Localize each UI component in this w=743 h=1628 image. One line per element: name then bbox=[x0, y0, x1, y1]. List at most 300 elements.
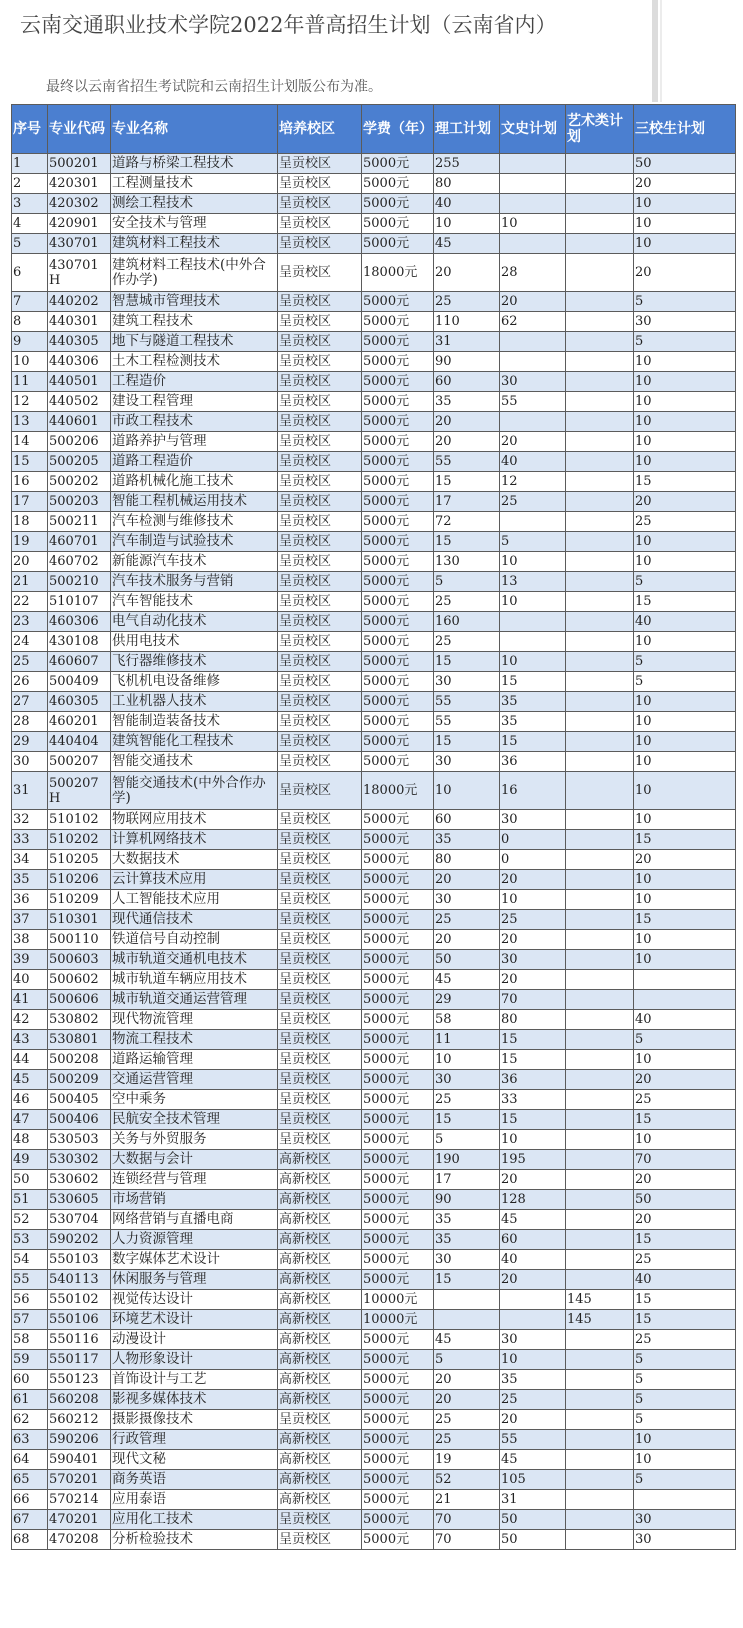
cell-fee: 5000元 bbox=[362, 174, 434, 194]
cell-no: 12 bbox=[12, 392, 48, 412]
cell-science-plan: 25 bbox=[434, 1090, 500, 1110]
cell-no: 44 bbox=[12, 1050, 48, 1070]
cell-three-school-plan: 10 bbox=[634, 452, 736, 472]
cell-science-plan: 35 bbox=[434, 1230, 500, 1250]
cell-name: 铁道信号自动控制 bbox=[111, 930, 278, 950]
table-row bbox=[12, 512, 736, 532]
table-row bbox=[12, 772, 736, 810]
cell-art-plan bbox=[566, 672, 634, 692]
cell-name: 关务与外贸服务 bbox=[111, 1130, 278, 1150]
cell-code: 500110 bbox=[48, 930, 111, 950]
cell-three-school-plan bbox=[634, 1490, 736, 1510]
cell-name: 应用化工技术 bbox=[111, 1510, 278, 1530]
cell-science-plan: 29 bbox=[434, 990, 500, 1010]
cell-name: 道路养护与管理 bbox=[111, 432, 278, 452]
cell-campus: 呈贡校区 bbox=[278, 512, 362, 532]
cell-art-plan bbox=[566, 1250, 634, 1270]
cell-no: 1 bbox=[12, 154, 48, 174]
cell-art-plan bbox=[566, 292, 634, 312]
cell-campus: 高新校区 bbox=[278, 1450, 362, 1470]
cell-science-plan: 80 bbox=[434, 174, 500, 194]
table-row bbox=[12, 194, 736, 214]
cell-art-plan bbox=[566, 890, 634, 910]
cell-arts-plan: 50 bbox=[500, 1530, 566, 1550]
cell-fee: 5000元 bbox=[362, 652, 434, 672]
cell-art-plan bbox=[566, 1370, 634, 1390]
cell-science-plan: 70 bbox=[434, 1510, 500, 1530]
cell-name: 城市轨道车辆应用技术 bbox=[111, 970, 278, 990]
cell-name: 应用泰语 bbox=[111, 1490, 278, 1510]
cell-art-plan bbox=[566, 1450, 634, 1470]
cell-campus: 高新校区 bbox=[278, 1230, 362, 1250]
cell-no: 20 bbox=[12, 552, 48, 572]
cell-no: 29 bbox=[12, 732, 48, 752]
cell-campus: 呈贡校区 bbox=[278, 412, 362, 432]
cell-art-plan bbox=[566, 254, 634, 292]
cell-campus: 呈贡校区 bbox=[278, 1530, 362, 1550]
cell-name: 空中乘务 bbox=[111, 1090, 278, 1110]
cell-arts-plan: 28 bbox=[500, 254, 566, 292]
cell-three-school-plan: 15 bbox=[634, 1110, 736, 1130]
cell-art-plan bbox=[566, 970, 634, 990]
cell-arts-plan bbox=[500, 412, 566, 432]
cell-name: 首饰设计与工艺 bbox=[111, 1370, 278, 1390]
table-header-row bbox=[12, 105, 736, 154]
cell-science-plan: 20 bbox=[434, 432, 500, 452]
table-row bbox=[12, 950, 736, 970]
cell-three-school-plan bbox=[634, 970, 736, 990]
cell-arts-plan: 50 bbox=[500, 1510, 566, 1530]
cell-campus: 高新校区 bbox=[278, 1370, 362, 1390]
cell-fee: 5000元 bbox=[362, 392, 434, 412]
cell-three-school-plan: 10 bbox=[634, 412, 736, 432]
cell-code: 590202 bbox=[48, 1230, 111, 1250]
cell-code: 550102 bbox=[48, 1290, 111, 1310]
cell-art-plan bbox=[566, 1190, 634, 1210]
cell-no: 61 bbox=[12, 1390, 48, 1410]
cell-fee: 5000元 bbox=[362, 492, 434, 512]
cell-campus: 呈贡校区 bbox=[278, 672, 362, 692]
cell-code: 510102 bbox=[48, 810, 111, 830]
cell-campus: 呈贡校区 bbox=[278, 392, 362, 412]
cell-arts-plan bbox=[500, 174, 566, 194]
cell-name: 计算机网络技术 bbox=[111, 830, 278, 850]
table-row bbox=[12, 1170, 736, 1190]
cell-science-plan: 35 bbox=[434, 392, 500, 412]
cell-art-plan bbox=[566, 392, 634, 412]
cell-no: 64 bbox=[12, 1450, 48, 1470]
cell-no: 50 bbox=[12, 1170, 48, 1190]
cell-art-plan bbox=[566, 1050, 634, 1070]
cell-three-school-plan: 10 bbox=[634, 352, 736, 372]
cell-campus: 呈贡校区 bbox=[278, 532, 362, 552]
cell-campus: 呈贡校区 bbox=[278, 712, 362, 732]
cell-fee: 5000元 bbox=[362, 1050, 434, 1070]
cell-no: 26 bbox=[12, 672, 48, 692]
cell-fee: 5000元 bbox=[362, 930, 434, 950]
table-row bbox=[12, 752, 736, 772]
cell-name: 云计算技术应用 bbox=[111, 870, 278, 890]
table-row bbox=[12, 452, 736, 472]
cell-no: 66 bbox=[12, 1490, 48, 1510]
cell-science-plan: 58 bbox=[434, 1010, 500, 1030]
cell-name: 人力资源管理 bbox=[111, 1230, 278, 1250]
cell-campus: 呈贡校区 bbox=[278, 692, 362, 712]
cell-fee: 5000元 bbox=[362, 432, 434, 452]
cell-science-plan: 15 bbox=[434, 472, 500, 492]
cell-three-school-plan: 40 bbox=[634, 1270, 736, 1290]
cell-three-school-plan: 10 bbox=[634, 810, 736, 830]
cell-arts-plan: 10 bbox=[500, 592, 566, 612]
cell-name: 工程造价 bbox=[111, 372, 278, 392]
cell-code: 460701 bbox=[48, 532, 111, 552]
cell-campus: 呈贡校区 bbox=[278, 332, 362, 352]
cell-fee: 10000元 bbox=[362, 1310, 434, 1330]
cell-arts-plan: 45 bbox=[500, 1210, 566, 1230]
cell-science-plan bbox=[434, 1310, 500, 1330]
cell-no: 24 bbox=[12, 632, 48, 652]
cell-art-plan: 145 bbox=[566, 1290, 634, 1310]
cell-no: 62 bbox=[12, 1410, 48, 1430]
table-row bbox=[12, 1470, 736, 1490]
cell-arts-plan: 20 bbox=[500, 870, 566, 890]
cell-name: 道路与桥梁工程技术 bbox=[111, 154, 278, 174]
cell-art-plan bbox=[566, 452, 634, 472]
cell-no: 38 bbox=[12, 930, 48, 950]
table-row bbox=[12, 392, 736, 412]
cell-three-school-plan: 30 bbox=[634, 312, 736, 332]
cell-code: 530801 bbox=[48, 1030, 111, 1050]
cell-no: 51 bbox=[12, 1190, 48, 1210]
cell-no: 23 bbox=[12, 612, 48, 632]
cell-science-plan: 15 bbox=[434, 732, 500, 752]
cell-fee: 5000元 bbox=[362, 1470, 434, 1490]
cell-no: 30 bbox=[12, 752, 48, 772]
cell-name: 供用电技术 bbox=[111, 632, 278, 652]
cell-art-plan bbox=[566, 1410, 634, 1430]
cell-three-school-plan: 10 bbox=[634, 930, 736, 950]
cell-no: 37 bbox=[12, 910, 48, 930]
cell-campus: 高新校区 bbox=[278, 1290, 362, 1310]
table-row bbox=[12, 910, 736, 930]
cell-three-school-plan: 10 bbox=[634, 392, 736, 412]
cell-name: 测绘工程技术 bbox=[111, 194, 278, 214]
cell-art-plan bbox=[566, 732, 634, 752]
cell-code: 500409 bbox=[48, 672, 111, 692]
cell-science-plan: 5 bbox=[434, 572, 500, 592]
cell-campus: 呈贡校区 bbox=[278, 870, 362, 890]
cell-name: 飞行器维修技术 bbox=[111, 652, 278, 672]
table-row bbox=[12, 1110, 736, 1130]
cell-name: 建筑工程技术 bbox=[111, 312, 278, 332]
cell-campus: 呈贡校区 bbox=[278, 732, 362, 752]
cell-arts-plan: 105 bbox=[500, 1470, 566, 1490]
cell-code: 460607 bbox=[48, 652, 111, 672]
cell-no: 7 bbox=[12, 292, 48, 312]
table-row bbox=[12, 810, 736, 830]
page-title: 云南交通职业技术学院2022年普高招生计划（云南省内） bbox=[20, 13, 557, 37]
cell-name: 休闲服务与管理 bbox=[111, 1270, 278, 1290]
cell-arts-plan: 40 bbox=[500, 452, 566, 472]
cell-name: 现代文秘 bbox=[111, 1450, 278, 1470]
header-science-plan: 理工计划 bbox=[434, 105, 500, 154]
cell-code: 420302 bbox=[48, 194, 111, 214]
cell-science-plan: 110 bbox=[434, 312, 500, 332]
cell-no: 25 bbox=[12, 652, 48, 672]
cell-name: 大数据与会计 bbox=[111, 1150, 278, 1170]
cell-science-plan: 20 bbox=[434, 930, 500, 950]
table-row bbox=[12, 352, 736, 372]
cell-three-school-plan: 15 bbox=[634, 830, 736, 850]
cell-campus: 呈贡校区 bbox=[278, 990, 362, 1010]
cell-three-school-plan: 10 bbox=[634, 1450, 736, 1470]
cell-art-plan bbox=[566, 1010, 634, 1030]
cell-no: 48 bbox=[12, 1130, 48, 1150]
cell-name: 物流工程技术 bbox=[111, 1030, 278, 1050]
table-row bbox=[12, 1130, 736, 1150]
cell-campus: 高新校区 bbox=[278, 1350, 362, 1370]
cell-code: 440601 bbox=[48, 412, 111, 432]
cell-code: 440301 bbox=[48, 312, 111, 332]
cell-no: 22 bbox=[12, 592, 48, 612]
cell-name: 交通运营管理 bbox=[111, 1070, 278, 1090]
cell-code: 510205 bbox=[48, 850, 111, 870]
cell-campus: 高新校区 bbox=[278, 1330, 362, 1350]
cell-art-plan bbox=[566, 512, 634, 532]
table-row bbox=[12, 1250, 736, 1270]
cell-name: 道路工程造价 bbox=[111, 452, 278, 472]
cell-fee: 5000元 bbox=[362, 850, 434, 870]
cell-three-school-plan: 5 bbox=[634, 1350, 736, 1370]
cell-code: 500203 bbox=[48, 492, 111, 512]
table-row bbox=[12, 930, 736, 950]
cell-no: 9 bbox=[12, 332, 48, 352]
cell-science-plan: 30 bbox=[434, 1250, 500, 1270]
cell-code: 510301 bbox=[48, 910, 111, 930]
cell-no: 47 bbox=[12, 1110, 48, 1130]
cell-science-plan: 20 bbox=[434, 870, 500, 890]
cell-name: 影视多媒体技术 bbox=[111, 1390, 278, 1410]
cell-arts-plan: 10 bbox=[500, 890, 566, 910]
cell-no: 21 bbox=[12, 572, 48, 592]
cell-name: 视觉传达设计 bbox=[111, 1290, 278, 1310]
cell-no: 13 bbox=[12, 412, 48, 432]
cell-art-plan bbox=[566, 1390, 634, 1410]
cell-science-plan: 11 bbox=[434, 1030, 500, 1050]
cell-science-plan: 52 bbox=[434, 1470, 500, 1490]
cell-three-school-plan: 20 bbox=[634, 174, 736, 194]
cell-arts-plan: 35 bbox=[500, 712, 566, 732]
table-row bbox=[12, 890, 736, 910]
cell-fee: 5000元 bbox=[362, 332, 434, 352]
cell-arts-plan bbox=[500, 194, 566, 214]
cell-fee: 5000元 bbox=[362, 990, 434, 1010]
cell-fee: 5000元 bbox=[362, 1250, 434, 1270]
cell-art-plan bbox=[566, 312, 634, 332]
table-row bbox=[12, 1430, 736, 1450]
table-row bbox=[12, 372, 736, 392]
cell-fee: 5000元 bbox=[362, 950, 434, 970]
cell-science-plan: 50 bbox=[434, 950, 500, 970]
cell-code: 440502 bbox=[48, 392, 111, 412]
cell-art-plan bbox=[566, 1490, 634, 1510]
cell-no: 15 bbox=[12, 452, 48, 472]
cell-no: 32 bbox=[12, 810, 48, 830]
cell-code: 510209 bbox=[48, 890, 111, 910]
cell-art-plan: 145 bbox=[566, 1310, 634, 1330]
cell-code: 550117 bbox=[48, 1350, 111, 1370]
cell-code: 430108 bbox=[48, 632, 111, 652]
cell-name: 人工智能技术应用 bbox=[111, 890, 278, 910]
cell-campus: 高新校区 bbox=[278, 1250, 362, 1270]
cell-code: 460305 bbox=[48, 692, 111, 712]
cell-code: 570214 bbox=[48, 1490, 111, 1510]
cell-science-plan bbox=[434, 1290, 500, 1310]
cell-arts-plan bbox=[500, 1310, 566, 1330]
cell-campus: 呈贡校区 bbox=[278, 312, 362, 332]
cell-name: 连锁经营与管理 bbox=[111, 1170, 278, 1190]
cell-art-plan bbox=[566, 830, 634, 850]
table-row bbox=[12, 532, 736, 552]
table-row bbox=[12, 870, 736, 890]
cell-name: 汽车智能技术 bbox=[111, 592, 278, 612]
cell-arts-plan: 20 bbox=[500, 292, 566, 312]
cell-fee: 5000元 bbox=[362, 1430, 434, 1450]
table-row bbox=[12, 592, 736, 612]
header-three-school-plan: 三校生计划 bbox=[634, 105, 736, 154]
cell-art-plan bbox=[566, 412, 634, 432]
cell-fee: 5000元 bbox=[362, 352, 434, 372]
cell-campus: 呈贡校区 bbox=[278, 890, 362, 910]
cell-code: 470208 bbox=[48, 1530, 111, 1550]
cell-fee: 5000元 bbox=[362, 890, 434, 910]
cell-fee: 5000元 bbox=[362, 1490, 434, 1510]
cell-science-plan: 20 bbox=[434, 254, 500, 292]
cell-art-plan bbox=[566, 632, 634, 652]
cell-no: 41 bbox=[12, 990, 48, 1010]
scrollbar-track[interactable] bbox=[652, 0, 658, 102]
cell-name: 汽车制造与试验技术 bbox=[111, 532, 278, 552]
cell-art-plan bbox=[566, 174, 634, 194]
cell-name: 汽车技术服务与营销 bbox=[111, 572, 278, 592]
table-row bbox=[12, 432, 736, 452]
cell-art-plan bbox=[566, 1470, 634, 1490]
cell-code: 440202 bbox=[48, 292, 111, 312]
cell-name: 分析检验技术 bbox=[111, 1530, 278, 1550]
cell-no: 68 bbox=[12, 1530, 48, 1550]
cell-no: 40 bbox=[12, 970, 48, 990]
cell-three-school-plan: 10 bbox=[634, 1050, 736, 1070]
cell-art-plan bbox=[566, 810, 634, 830]
cell-name: 建筑材料工程技术(中外合作办学) bbox=[111, 254, 278, 292]
cell-name: 建筑材料工程技术 bbox=[111, 234, 278, 254]
cell-arts-plan: 33 bbox=[500, 1090, 566, 1110]
cell-art-plan bbox=[566, 1030, 634, 1050]
cell-campus: 呈贡校区 bbox=[278, 910, 362, 930]
cell-arts-plan: 30 bbox=[500, 950, 566, 970]
cell-campus: 呈贡校区 bbox=[278, 154, 362, 174]
table-row bbox=[12, 1490, 736, 1510]
cell-name: 智能工程机械运用技术 bbox=[111, 492, 278, 512]
cell-code: 530605 bbox=[48, 1190, 111, 1210]
cell-science-plan: 55 bbox=[434, 712, 500, 732]
cell-three-school-plan: 5 bbox=[634, 332, 736, 352]
cell-science-plan: 20 bbox=[434, 1390, 500, 1410]
cell-science-plan: 160 bbox=[434, 612, 500, 632]
cell-arts-plan: 128 bbox=[500, 1190, 566, 1210]
cell-name: 智能交通技术(中外合作办学) bbox=[111, 772, 278, 810]
cell-fee: 5000元 bbox=[362, 1390, 434, 1410]
cell-fee: 5000元 bbox=[362, 1230, 434, 1250]
cell-name: 大数据技术 bbox=[111, 850, 278, 870]
cell-art-plan bbox=[566, 1430, 634, 1450]
cell-name: 新能源汽车技术 bbox=[111, 552, 278, 572]
cell-code: 500207 bbox=[48, 752, 111, 772]
cell-campus: 呈贡校区 bbox=[278, 1010, 362, 1030]
cell-art-plan bbox=[566, 492, 634, 512]
cell-name: 智能制造装备技术 bbox=[111, 712, 278, 732]
cell-arts-plan bbox=[500, 332, 566, 352]
cell-fee: 5000元 bbox=[362, 672, 434, 692]
cell-arts-plan: 36 bbox=[500, 1070, 566, 1090]
cell-science-plan: 25 bbox=[434, 632, 500, 652]
cell-no: 10 bbox=[12, 352, 48, 372]
cell-science-plan: 45 bbox=[434, 970, 500, 990]
cell-arts-plan: 16 bbox=[500, 772, 566, 810]
cell-three-school-plan: 15 bbox=[634, 1310, 736, 1330]
cell-campus: 呈贡校区 bbox=[278, 214, 362, 234]
cell-science-plan: 130 bbox=[434, 552, 500, 572]
cell-fee: 5000元 bbox=[362, 552, 434, 572]
header-name: 专业名称 bbox=[111, 105, 278, 154]
cell-science-plan: 15 bbox=[434, 1110, 500, 1130]
cell-fee: 5000元 bbox=[362, 1030, 434, 1050]
divider bbox=[660, 0, 662, 102]
cell-arts-plan: 70 bbox=[500, 990, 566, 1010]
cell-campus: 呈贡校区 bbox=[278, 1410, 362, 1430]
cell-code: 420301 bbox=[48, 174, 111, 194]
cell-art-plan bbox=[566, 372, 634, 392]
cell-arts-plan: 25 bbox=[500, 910, 566, 930]
cell-name: 网络营销与直播电商 bbox=[111, 1210, 278, 1230]
cell-science-plan: 25 bbox=[434, 1430, 500, 1450]
cell-arts-plan: 55 bbox=[500, 1430, 566, 1450]
cell-name: 动漫设计 bbox=[111, 1330, 278, 1350]
cell-science-plan: 25 bbox=[434, 292, 500, 312]
table-row bbox=[12, 1150, 736, 1170]
cell-fee: 5000元 bbox=[362, 292, 434, 312]
cell-three-school-plan: 5 bbox=[634, 1410, 736, 1430]
cell-code: 500201 bbox=[48, 154, 111, 174]
cell-name: 环境艺术设计 bbox=[111, 1310, 278, 1330]
cell-art-plan bbox=[566, 352, 634, 372]
table-row bbox=[12, 1330, 736, 1350]
cell-three-school-plan: 20 bbox=[634, 1070, 736, 1090]
cell-no: 56 bbox=[12, 1290, 48, 1310]
cell-name: 商务英语 bbox=[111, 1470, 278, 1490]
cell-arts-plan: 35 bbox=[500, 692, 566, 712]
cell-science-plan: 190 bbox=[434, 1150, 500, 1170]
cell-name: 物联网应用技术 bbox=[111, 810, 278, 830]
cell-no: 58 bbox=[12, 1330, 48, 1350]
cell-arts-plan bbox=[500, 1290, 566, 1310]
cell-no: 27 bbox=[12, 692, 48, 712]
cell-no: 36 bbox=[12, 890, 48, 910]
cell-fee: 5000元 bbox=[362, 732, 434, 752]
cell-code: 500606 bbox=[48, 990, 111, 1010]
cell-code: 500207H bbox=[48, 772, 111, 810]
cell-code: 500205 bbox=[48, 452, 111, 472]
